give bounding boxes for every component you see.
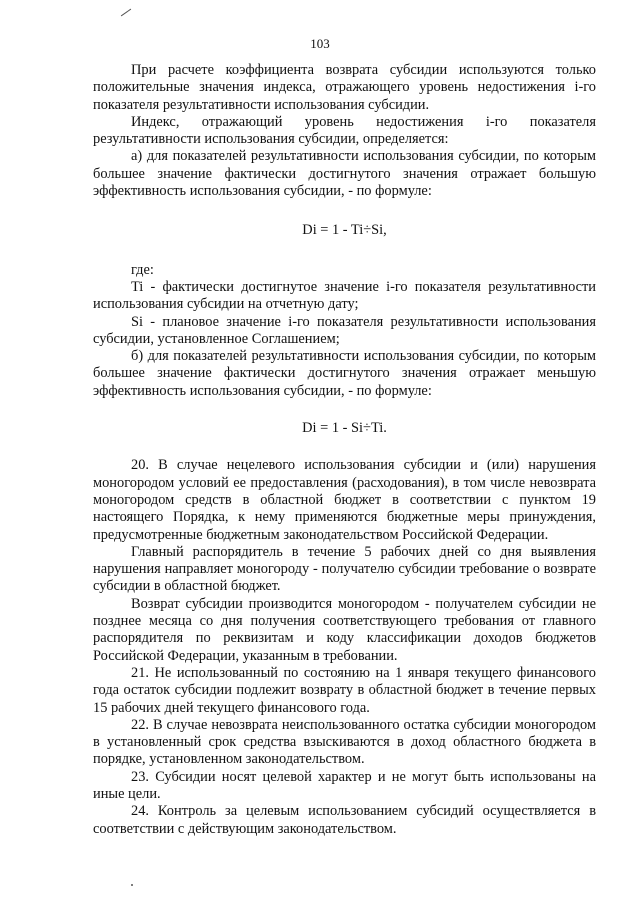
page-number: 103 bbox=[310, 36, 330, 51]
paragraph: 24. Контроль за целевым использованием субсидий осуществляется в соответствии с действующим законодательством. bbox=[93, 803, 596, 837]
scan-mark bbox=[131, 884, 133, 886]
formula: Di = 1 - Ti÷Si, bbox=[302, 222, 387, 239]
where-label: где: bbox=[131, 261, 154, 278]
paragraph: При расчете коэффициента возврата субсидии используются только положительные значения индекса, отражающего уровень недостижения i-го показателя результативности использования субсидии. bbox=[93, 62, 596, 113]
paragraph: 23. Субсидии носят целевой характер и не могут быть использованы на иные цели. bbox=[93, 768, 596, 802]
paragraph: 22. В случае невозврата неиспользованного остатка субсидии моногородом в установленный срок средства взыскиваются в доход областного бюджета в порядке, установленном законодательством. bbox=[93, 716, 596, 768]
formula: Di = 1 - Si÷Ti. bbox=[302, 420, 387, 437]
paragraph: а) для показателей результативности использования субсидии, по которым большее значение фактически достигнутого значения отражает большую эффективность использования субсидии, - по формуле: bbox=[93, 148, 596, 200]
paragraph: б) для показателей результативности использования субсидии, по которым большее значение фактически достигнутого значения отражает меньшую эффективность использования субсидии, - по формуле: bbox=[93, 348, 596, 399]
definition: Si - плановое значение i-го показателя результативности использования субсидии, установленное Соглашением; bbox=[93, 313, 596, 347]
body-text bbox=[93, 62, 596, 838]
paragraph: Индекс, отражающий уровень недостижения i-го показателя результативности использования субсидии, определяется: bbox=[93, 113, 596, 148]
scan-mark bbox=[121, 9, 131, 17]
paragraph: Главный распорядитель в течение 5 рабочих дней со дня выявления нарушения направляет моногороду - получателю субсидии требование о возврате субсидии в областной бюджет. bbox=[93, 543, 596, 595]
definition: Ti - фактически достигнутое значение i-го показателя результативности использования субсидии на отчетную дату; bbox=[93, 278, 596, 313]
paragraph: Возврат субсидии производится моногородом - получателем субсидии не позднее месяца со дня получения соответствующего требования от главного распорядителя по реквизитам и коду классификации доходов бюджетов Российской Федерации, указанным в требовании. bbox=[93, 595, 596, 664]
paragraph: 20. В случае нецелевого использования субсидии и (или) нарушения моногородом условий ее предоставления (расходования), в том числе невозврата моногородом средств в областной бюджет в соответствии с пунктом 19 настоящего Порядка, к нему применяются бюджетные меры принуждения, предусмотренные бюджетным законодательством Российской Федерации. bbox=[93, 457, 596, 543]
paragraph: 21. Не использованный по состоянию на 1 января текущего финансового года остаток субсидии подлежит возврату в областной бюджет в течение первых 15 рабочих дней текущего финансового года. bbox=[93, 664, 596, 716]
